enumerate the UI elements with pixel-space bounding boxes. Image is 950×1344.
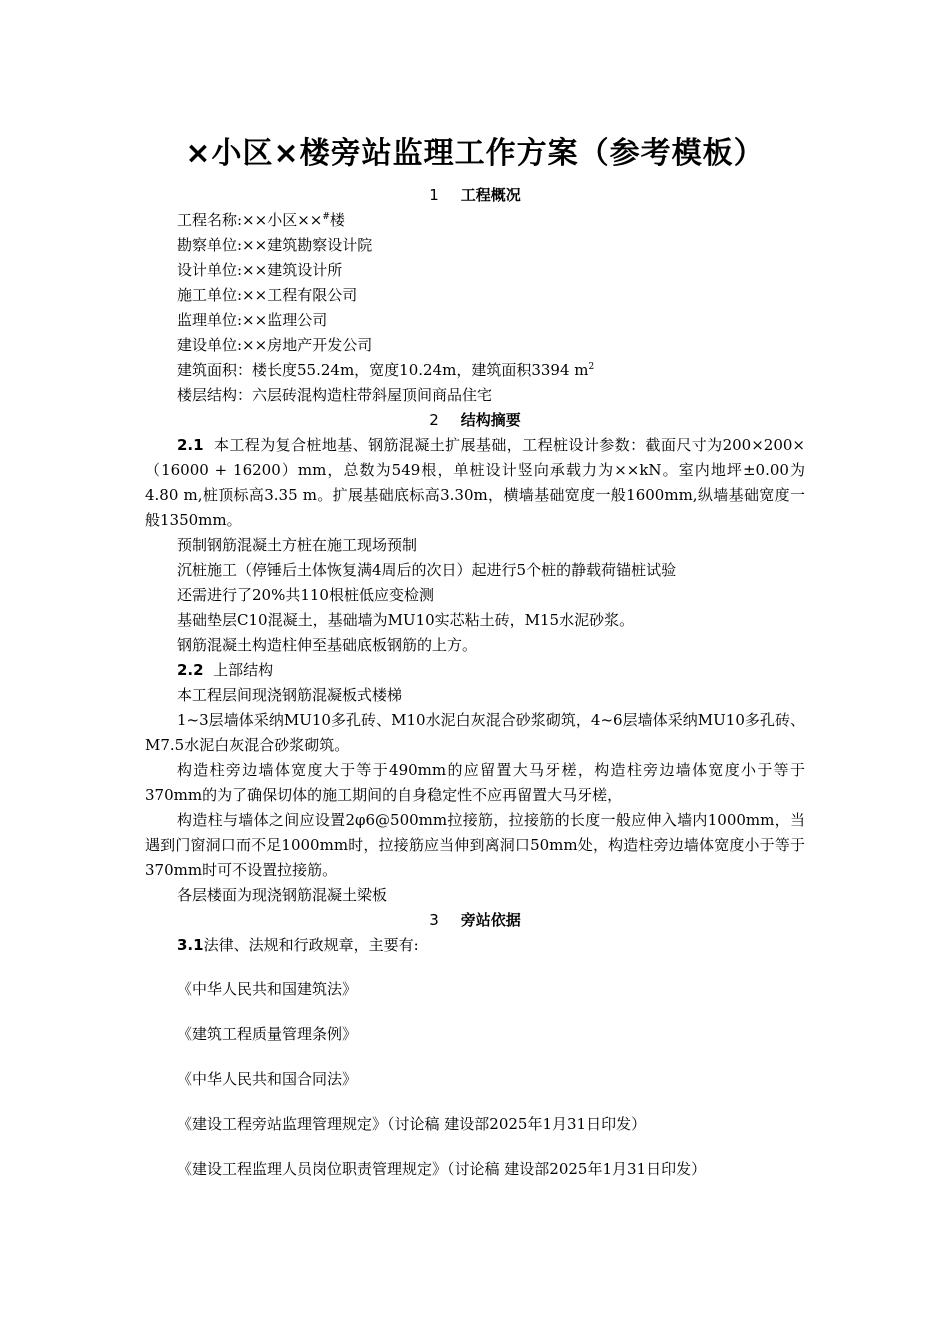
reference-item: 《建设工程旁站监理管理规定》（讨论稿 建设部2025年1月31日印发） (177, 1115, 647, 1133)
text-line: 各层楼面为现浇钢筋混凝土梁板 (177, 886, 388, 904)
document-body (145, 183, 805, 1182)
project-name-line (145, 208, 805, 233)
section-number: 2 (429, 411, 439, 429)
reference-item: 《建设工程监理人员岗位职责管理规定》（讨论稿 建设部2025年1月31日印发） (177, 1160, 707, 1178)
paragraph-number: 2.1 (177, 436, 204, 454)
section-heading-1 (145, 183, 805, 208)
paragraph-3-1 (145, 933, 805, 958)
construction-unit-line: 施工单位:××工程有限公司 (177, 286, 358, 304)
owner-unit-line: 建设单位:××房地产开发公司 (177, 336, 373, 354)
reference-item: 《建筑工程质量管理条例》 (177, 1025, 358, 1043)
paragraph-2-1 (145, 433, 805, 533)
subheading-title: 上部结构 (213, 661, 274, 679)
project-name-sup: # (322, 212, 330, 222)
paragraph-number: 2.2 (177, 661, 204, 679)
reference-item: 《中华人民共和国合同法》 (177, 1070, 358, 1088)
paragraph: 构造柱与墙体之间应设置2φ6@500mm拉接筋，拉接筋的长度一般应伸入墙内1000mm，当遇到门窗洞口而不足1000mm时，拉接筋应当伸到离洞口50mm处，构造柱旁边墙体宽度小于等于370mm时可不设置拉接筋。 (145, 811, 805, 879)
section-number: 1 (429, 186, 439, 204)
text-line: 沉桩施工（停锤后土体恢复满4周后的次日）起进行5个桩的静载荷锚桩试验 (177, 561, 677, 579)
paragraph-text: 本工程为复合桩地基、钢筋混凝土扩展基础，工程桩设计参数：截面尺寸为200×200×（16000 + 16200）mm，总数为549根，单桩设计竖向承载力为××kN。室内地坪±0.00为4.80 m,桩顶标高3.35 m。扩展基础底标高3.30m，横墙基础宽度一般1600mm,纵墙基础宽度一般1350mm。 (145, 436, 805, 529)
text-line: 预制钢筋混凝土方桩在施工现场预制 (177, 536, 418, 554)
section-title: 结构摘要 (460, 411, 521, 429)
survey-unit-line: 勘察单位:××建筑勘察设计院 (177, 236, 373, 254)
section-title: 工程概况 (460, 186, 521, 204)
section-heading-3 (145, 908, 805, 933)
section-title: 旁站依据 (460, 911, 521, 929)
paragraph: 构造柱旁边墙体宽度大于等于490mm的应留置大马牙槎，构造柱旁边墙体宽度小于等于370mm的为了确保切体的施工期间的自身稳定性不应再留置大马牙槎， (145, 761, 805, 804)
building-area-line (145, 358, 805, 383)
design-unit-line: 设计单位:××建筑设计所 (177, 261, 343, 279)
paragraph-text: 法律、法规和行政规章，主要有: (203, 936, 419, 954)
paragraph: 1~3层墙体采纳MU10多孔砖、M10水泥白灰混合砂浆砌筑，4~6层墙体采纳MU10多孔砖、M7.5水泥白灰混合砂浆砌筑。 (145, 711, 805, 754)
building-area-sup: 2 (588, 362, 595, 372)
paragraph-number: 3.1 (177, 936, 204, 954)
project-name-text: 工程名称:××小区×× (177, 211, 323, 229)
section-number: 3 (429, 911, 439, 929)
text-line: 基础垫层C10混凝土，基础墙为MU10实芯粘土砖，M15水泥砂浆。 (177, 611, 635, 629)
floor-structure-line: 楼层结构：六层砖混构造柱带斜屋顶间商品住宅 (177, 386, 493, 404)
building-area-text: 建筑面积：楼长度55.24m，宽度10.24m，建筑面积3394 m (177, 361, 589, 379)
subheading-2-2 (145, 658, 805, 683)
section-heading-2 (145, 408, 805, 433)
text-line: 还需进行了20%共110根桩低应变检测 (177, 586, 434, 604)
document-title: ×小区×楼旁站监理工作方案（参考模板） (185, 136, 765, 171)
reference-item: 《中华人民共和国建筑法》 (177, 980, 358, 998)
project-name-suffix: 楼 (329, 211, 345, 229)
text-line: 钢筋混凝土构造柱伸至基础底板钢筋的上方。 (177, 636, 478, 654)
text-line: 本工程层间现浇钢筋混凝板式楼梯 (177, 686, 403, 704)
supervision-unit-line: 监理单位:××监理公司 (177, 311, 328, 329)
